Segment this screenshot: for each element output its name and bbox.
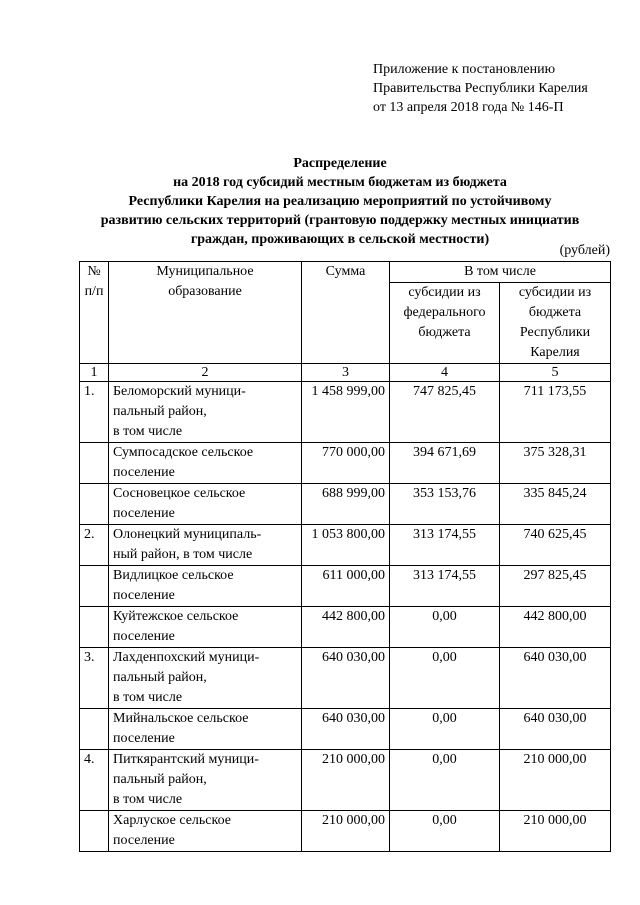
republic-subsidy-cell: 210 000,00 bbox=[500, 811, 611, 852]
index-cell: 1 bbox=[80, 364, 109, 382]
header-row bbox=[80, 262, 611, 283]
text-line: № bbox=[87, 264, 101, 279]
row-number-cell bbox=[80, 443, 109, 484]
federal-subsidy-cell: 0,00 bbox=[390, 648, 500, 709]
table-row bbox=[80, 525, 611, 566]
document-title bbox=[60, 154, 620, 249]
text-line: Сумпосадское сельское bbox=[113, 445, 254, 460]
appendix-line: Приложение к постановлению bbox=[373, 62, 556, 77]
title-line: на 2018 год субсидий местным бюджетам из бюджета bbox=[173, 175, 507, 190]
text-line: субсидии из bbox=[408, 285, 481, 300]
total-sum-cell: 210 000,00 bbox=[302, 811, 390, 852]
text-line: поселение bbox=[113, 465, 175, 480]
total-sum-cell: 640 030,00 bbox=[302, 648, 390, 709]
table-body bbox=[80, 262, 611, 852]
text-line: поселение bbox=[113, 506, 175, 521]
total-sum-cell: 1 053 800,00 bbox=[302, 525, 390, 566]
text-line: поселение bbox=[113, 833, 175, 848]
header-name bbox=[109, 262, 302, 364]
text-line: п/п bbox=[84, 284, 104, 299]
federal-subsidy-cell: 747 825,45 bbox=[390, 382, 500, 443]
municipality-cell bbox=[109, 648, 302, 709]
row-number-cell bbox=[80, 607, 109, 648]
municipality-cell bbox=[109, 750, 302, 811]
federal-subsidy-cell: 0,00 bbox=[390, 709, 500, 750]
municipality-cell bbox=[109, 607, 302, 648]
total-sum-cell: 1 458 999,00 bbox=[302, 382, 390, 443]
appendix-reference bbox=[373, 60, 588, 117]
title-line: развитию сельских территорий (грантовую поддержку местных инициатив bbox=[100, 213, 580, 228]
table-row bbox=[80, 750, 611, 811]
text-line: пальный район, bbox=[113, 772, 207, 787]
republic-subsidy-cell: 297 825,45 bbox=[500, 566, 611, 607]
row-number-cell: 4. bbox=[80, 750, 109, 811]
text-line: федерального bbox=[403, 305, 486, 320]
municipality-cell bbox=[109, 709, 302, 750]
title-line: Распределение bbox=[293, 156, 387, 171]
row-number-cell bbox=[80, 566, 109, 607]
municipality-cell bbox=[109, 525, 302, 566]
republic-subsidy-cell: 335 845,24 bbox=[500, 484, 611, 525]
index-cell: 4 bbox=[390, 364, 500, 382]
row-number-cell bbox=[80, 484, 109, 525]
row-number-cell: 2. bbox=[80, 525, 109, 566]
text-line: поселение bbox=[113, 588, 175, 603]
republic-subsidy-cell: 375 328,31 bbox=[500, 443, 611, 484]
text-line: пальный район, bbox=[113, 404, 207, 419]
appendix-line: Правительства Республики Карелия bbox=[373, 81, 588, 96]
row-number-cell: 1. bbox=[80, 382, 109, 443]
federal-subsidy-cell: 394 671,69 bbox=[390, 443, 500, 484]
republic-subsidy-cell: 210 000,00 bbox=[500, 750, 611, 811]
republic-subsidy-cell: 442 800,00 bbox=[500, 607, 611, 648]
republic-subsidy-cell: 711 173,55 bbox=[500, 382, 611, 443]
header-num bbox=[80, 262, 109, 364]
table-row bbox=[80, 811, 611, 852]
header-republic bbox=[500, 283, 611, 364]
table-row bbox=[80, 648, 611, 709]
municipality-cell bbox=[109, 811, 302, 852]
municipality-cell bbox=[109, 382, 302, 443]
text-line: Сосновецкое сельское bbox=[113, 486, 246, 501]
units-label: (рублей) bbox=[559, 243, 610, 258]
total-sum-cell: 688 999,00 bbox=[302, 484, 390, 525]
municipality-cell bbox=[109, 566, 302, 607]
text-line: Видлицкое сельское bbox=[113, 568, 234, 583]
total-sum-cell: 770 000,00 bbox=[302, 443, 390, 484]
text-line: в том числе bbox=[113, 690, 183, 705]
text-line: Сумма bbox=[325, 264, 366, 279]
federal-subsidy-cell: 313 174,55 bbox=[390, 525, 500, 566]
table-row bbox=[80, 382, 611, 443]
text-line: Республики bbox=[519, 325, 591, 340]
row-number-cell: 3. bbox=[80, 648, 109, 709]
distribution-table bbox=[79, 261, 611, 852]
header-federal bbox=[390, 283, 500, 364]
text-line: субсидии из bbox=[518, 285, 592, 300]
text-line: в том числе bbox=[113, 424, 183, 439]
total-sum-cell: 442 800,00 bbox=[302, 607, 390, 648]
text-line: Куйтежское сельское bbox=[113, 609, 239, 624]
table-row bbox=[80, 484, 611, 525]
index-cell: 3 bbox=[302, 364, 390, 382]
text-line: Беломорский муници- bbox=[113, 384, 246, 399]
table-row bbox=[80, 709, 611, 750]
text-line: ный район, в том числе bbox=[113, 547, 253, 562]
republic-subsidy-cell: 740 625,45 bbox=[500, 525, 611, 566]
federal-subsidy-cell: 313 174,55 bbox=[390, 566, 500, 607]
index-cell: 5 bbox=[500, 364, 611, 382]
total-sum-cell: 640 030,00 bbox=[302, 709, 390, 750]
text-line: Харлуское сельское bbox=[113, 813, 231, 828]
republic-subsidy-cell: 640 030,00 bbox=[500, 648, 611, 709]
municipality-cell bbox=[109, 484, 302, 525]
federal-subsidy-cell: 0,00 bbox=[390, 750, 500, 811]
row-number-cell bbox=[80, 709, 109, 750]
header-sum bbox=[302, 262, 390, 364]
text-line: Карелия bbox=[530, 345, 580, 360]
federal-subsidy-cell: 353 153,76 bbox=[390, 484, 500, 525]
text-line: поселение bbox=[113, 731, 175, 746]
republic-subsidy-cell: 640 030,00 bbox=[500, 709, 611, 750]
text-line: бюджета bbox=[528, 305, 582, 320]
table-row bbox=[80, 607, 611, 648]
text-line: в том числе bbox=[113, 792, 183, 807]
text-line: образование bbox=[168, 284, 242, 299]
column-index-row bbox=[80, 364, 611, 382]
total-sum-cell: 611 000,00 bbox=[302, 566, 390, 607]
text-line: Олонецкий муниципаль- bbox=[113, 527, 262, 542]
federal-subsidy-cell: 0,00 bbox=[390, 607, 500, 648]
text-line: поселение bbox=[113, 629, 175, 644]
text-line: пальный район, bbox=[113, 670, 207, 685]
text-line: Мийнальское сельское bbox=[113, 711, 249, 726]
title-line: граждан, проживающих в сельской местности) bbox=[190, 232, 490, 247]
table-row bbox=[80, 443, 611, 484]
federal-subsidy-cell: 0,00 bbox=[390, 811, 500, 852]
total-sum-cell: 210 000,00 bbox=[302, 750, 390, 811]
table-row bbox=[80, 566, 611, 607]
text-line: бюджета bbox=[418, 325, 471, 340]
header-including bbox=[390, 262, 611, 283]
text-line: Лахденпохский муници- bbox=[113, 650, 260, 665]
title-line: Республики Карелия на реализацию мероприятий по устойчивому bbox=[128, 194, 552, 209]
text-line: В том числе bbox=[464, 264, 536, 279]
municipality-cell bbox=[109, 443, 302, 484]
row-number-cell bbox=[80, 811, 109, 852]
appendix-line: от 13 апреля 2018 года № 146-П bbox=[373, 100, 564, 115]
text-line: Питкярантский муници- bbox=[113, 752, 259, 767]
text-line: Муниципальное bbox=[156, 264, 254, 279]
index-cell: 2 bbox=[109, 364, 302, 382]
